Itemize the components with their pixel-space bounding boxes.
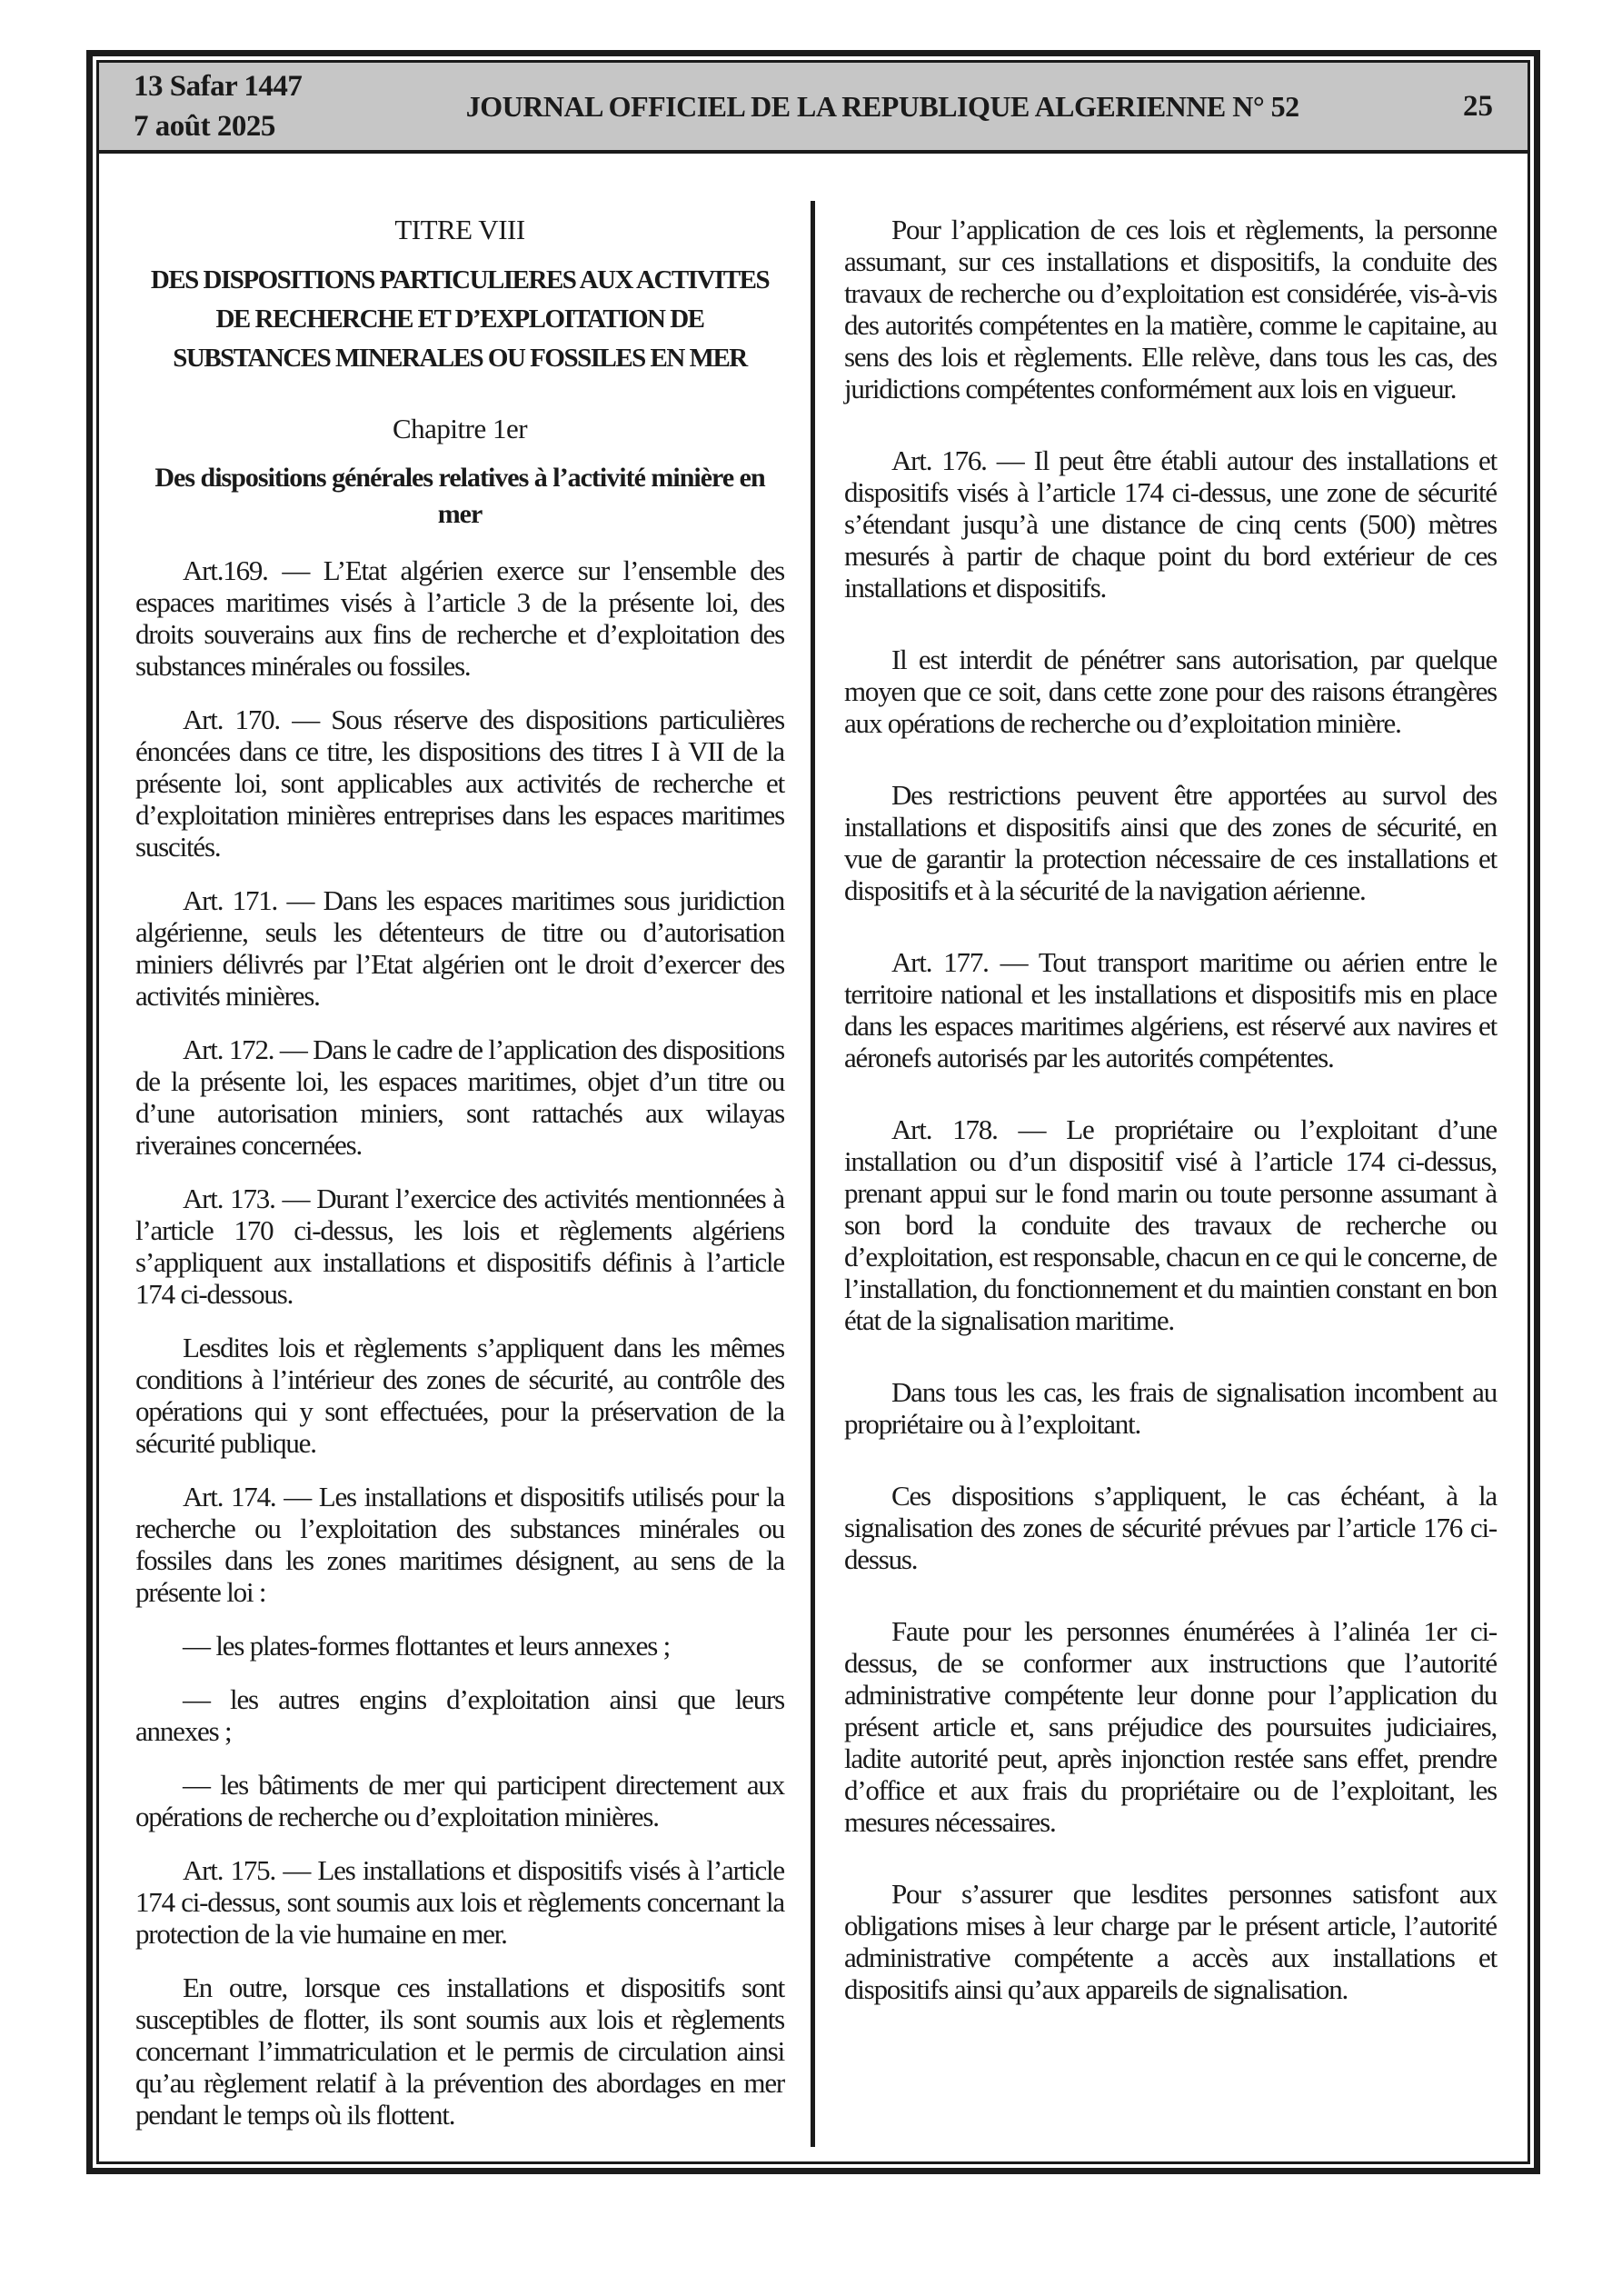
paragraph: Art. 174. — Les installations et dispositifs utilisés pour la recherche ou l’exploitation des substances minérales ou fossiles dans les zones maritimes désignent, au sens de la présente loi : (135, 1481, 784, 1608)
left-column (99, 214, 813, 2161)
paragraph: Ces dispositions s’appliquent, le cas échéant, à la signalisation des zones de sécurité prévues par l’article 176 ci-dessus. (844, 1480, 1497, 1575)
paragraph: Faute pour les personnes énumérées à l’alinéa 1er ci-dessus, de se conformer aux instructions que l’autorité administrative compétente leur donne pour l’application du présent article et, sans préjudice des poursuites judiciaires, ladite autorité peut, après injonction restée sans effet, prendre d’office et aux frais du propriétaire ou de l’exploitant, les mesures nécessaires. (844, 1615, 1497, 1838)
paragraph: Il est interdit de pénétrer sans autorisation, par quelque moyen que ce soit, dans cette zone pour des raisons étrangères aux opérations de recherche ou d’exploitation minière. (844, 644, 1497, 739)
paragraph: Art. 171. — Dans les espaces maritimes sous juridiction algérienne, seuls les détenteurs de titre ou d’autorisation miniers délivrés par l’Etat algérien ont le droit d’exercer des activités minières. (135, 884, 784, 1012)
paragraph: Art. 177. — Tout transport maritime ou aérien entre le territoire national et les installations et dispositifs mis en place dans les espaces maritimes algériens, est réservé aux navires et aéronefs autorisés par les autorités compétentes. (844, 946, 1497, 1073)
gregorian-date: 7 août 2025 (134, 110, 275, 143)
page-header (99, 63, 1527, 154)
paragraph: Dans tous les cas, les frais de signalisation incombent au propriétaire ou à l’exploitant. (844, 1376, 1497, 1440)
paragraph: — les autres engins d’exploitation ainsi que leurs annexes ; (135, 1683, 784, 1747)
page-number: 25 (1463, 89, 1493, 123)
paragraph: En outre, lorsque ces installations et dispositifs sont susceptibles de flotter, ils sont soumis aux lois et règlements concernant l’immatriculation et le permis de circulation ainsi qu’au règlement relatif à la prévention des abordages en mer pendant le temps où ils flottent. (135, 1972, 784, 2131)
header-dates (134, 66, 302, 146)
paragraph: Art. 170. — Sous réserve des dispositions particulières énoncées dans ce titre, les dispositions des titres I à VII de la présente loi, sont applicables aux activités de recherche et d’exploitation minières entreprises dans les espaces maritimes suscités. (135, 704, 784, 863)
hijri-date: 13 Safar 1447 (134, 70, 303, 103)
journal-title: JOURNAL OFFICIEL DE LA REPUBLIQUE ALGERIENNE N° 52 (465, 89, 1299, 123)
page-inner-frame (96, 60, 1530, 2164)
left-paragraph-list (135, 554, 784, 2131)
paragraph: — les bâtiments de mer qui participent directement aux opérations de recherche ou d’exploitation minières. (135, 1769, 784, 1832)
paragraph: Art.169. — L’Etat algérien exerce sur l’ensemble des espaces maritimes visés à l’article 3 de la présente loi, des droits souverains aux fins de recherche et d’exploitation des substances minérales ou fossiles. (135, 554, 784, 682)
column-divider (811, 201, 815, 2147)
paragraph: Art. 175. — Les installations et dispositifs visés à l’article 174 ci-dessus, sont soumis aux lois et règlements concernant la protection de la vie humaine en mer. (135, 1854, 784, 1950)
titre-heading: DES DISPOSITIONS PARTICULIERES AUX ACTIVITES DE RECHERCHE ET D’EXPLOITATION DE SUBSTANCES MINERALES OU FOSSILES EN MER (150, 265, 770, 373)
right-paragraph-list (844, 214, 1497, 2005)
right-column (813, 214, 1527, 2161)
paragraph: — les plates-formes flottantes et leurs annexes ; (183, 1630, 671, 1662)
titre-label: TITRE VIII (394, 214, 525, 245)
paragraph: Art. 176. — Il peut être établi autour des installations et dispositifs visés à l’article 174 ci-dessus, une zone de sécurité s’étendant jusqu’à une distance de cinq cents (500) mètres mesurés à partir de chaque point du bord extérieur de ces installations et dispositifs. (844, 444, 1497, 604)
paragraph: Art. 172. — Dans le cadre de l’application des dispositions de la présente loi, les espaces maritimes, objet d’un titre ou d’une autorisation miniers, sont rattachés aux wilayas riveraines concernées. (135, 1033, 784, 1161)
paragraph: Lesdites lois et règlements s’appliquent dans les mêmes conditions à l’intérieur des zones de sécurité, au contrôle des opérations qui y sont effectuées, pour la préservation de la sécurité publique. (135, 1332, 784, 1459)
paragraph: Art. 173. — Durant l’exercice des activités mentionnées à l’article 170 ci-dessus, les lois et règlements algériens s’appliquent aux installations et dispositifs définis à l’article 174 ci-dessous. (135, 1183, 784, 1310)
chapitre-heading: Des dispositions générales relatives à l’activité minière en mer (154, 463, 765, 529)
page-body (99, 154, 1527, 2161)
paragraph: Pour s’assurer que lesdites personnes satisfont aux obligations mises à leur charge par le présent article, l’autorité administrative compétente a accès aux installations et dispositifs ainsi qu’aux appareils de signalisation. (844, 1878, 1497, 2005)
page-frame (86, 50, 1540, 2174)
paragraph: Pour l’application de ces lois et règlements, la personne assumant, sur ces installations et dispositifs, la conduite des travaux de recherche ou d’exploitation est considérée, vis-à-vis des autorités compétentes en la matière, comme le capitaine, au sens des lois et règlements. Elle relève, dans tous les cas, des juridictions compétentes conformément aux lois en vigueur. (844, 214, 1497, 404)
paragraph: Des restrictions peuvent être apportées au survol des installations et dispositifs ainsi que des zones de sécurité, en vue de garantir la protection nécessaire de ces installations et dispositifs et à la sécurité de la navigation aérienne. (844, 779, 1497, 906)
paragraph: Art. 178. — Le propriétaire ou l’exploitant d’une installation ou d’un dispositif visé à l’article 174 ci-dessus, prenant appui sur le fond marin ou toute personne assumant à son bord la conduite des travaux de recherche ou d’exploitation, est responsable, chacun en ce qui le concerne, de l’installation, du fonctionnement et du maintien constant en bon état de la signalisation maritime. (844, 1113, 1497, 1336)
chapitre-label: Chapitre 1er (392, 413, 528, 444)
